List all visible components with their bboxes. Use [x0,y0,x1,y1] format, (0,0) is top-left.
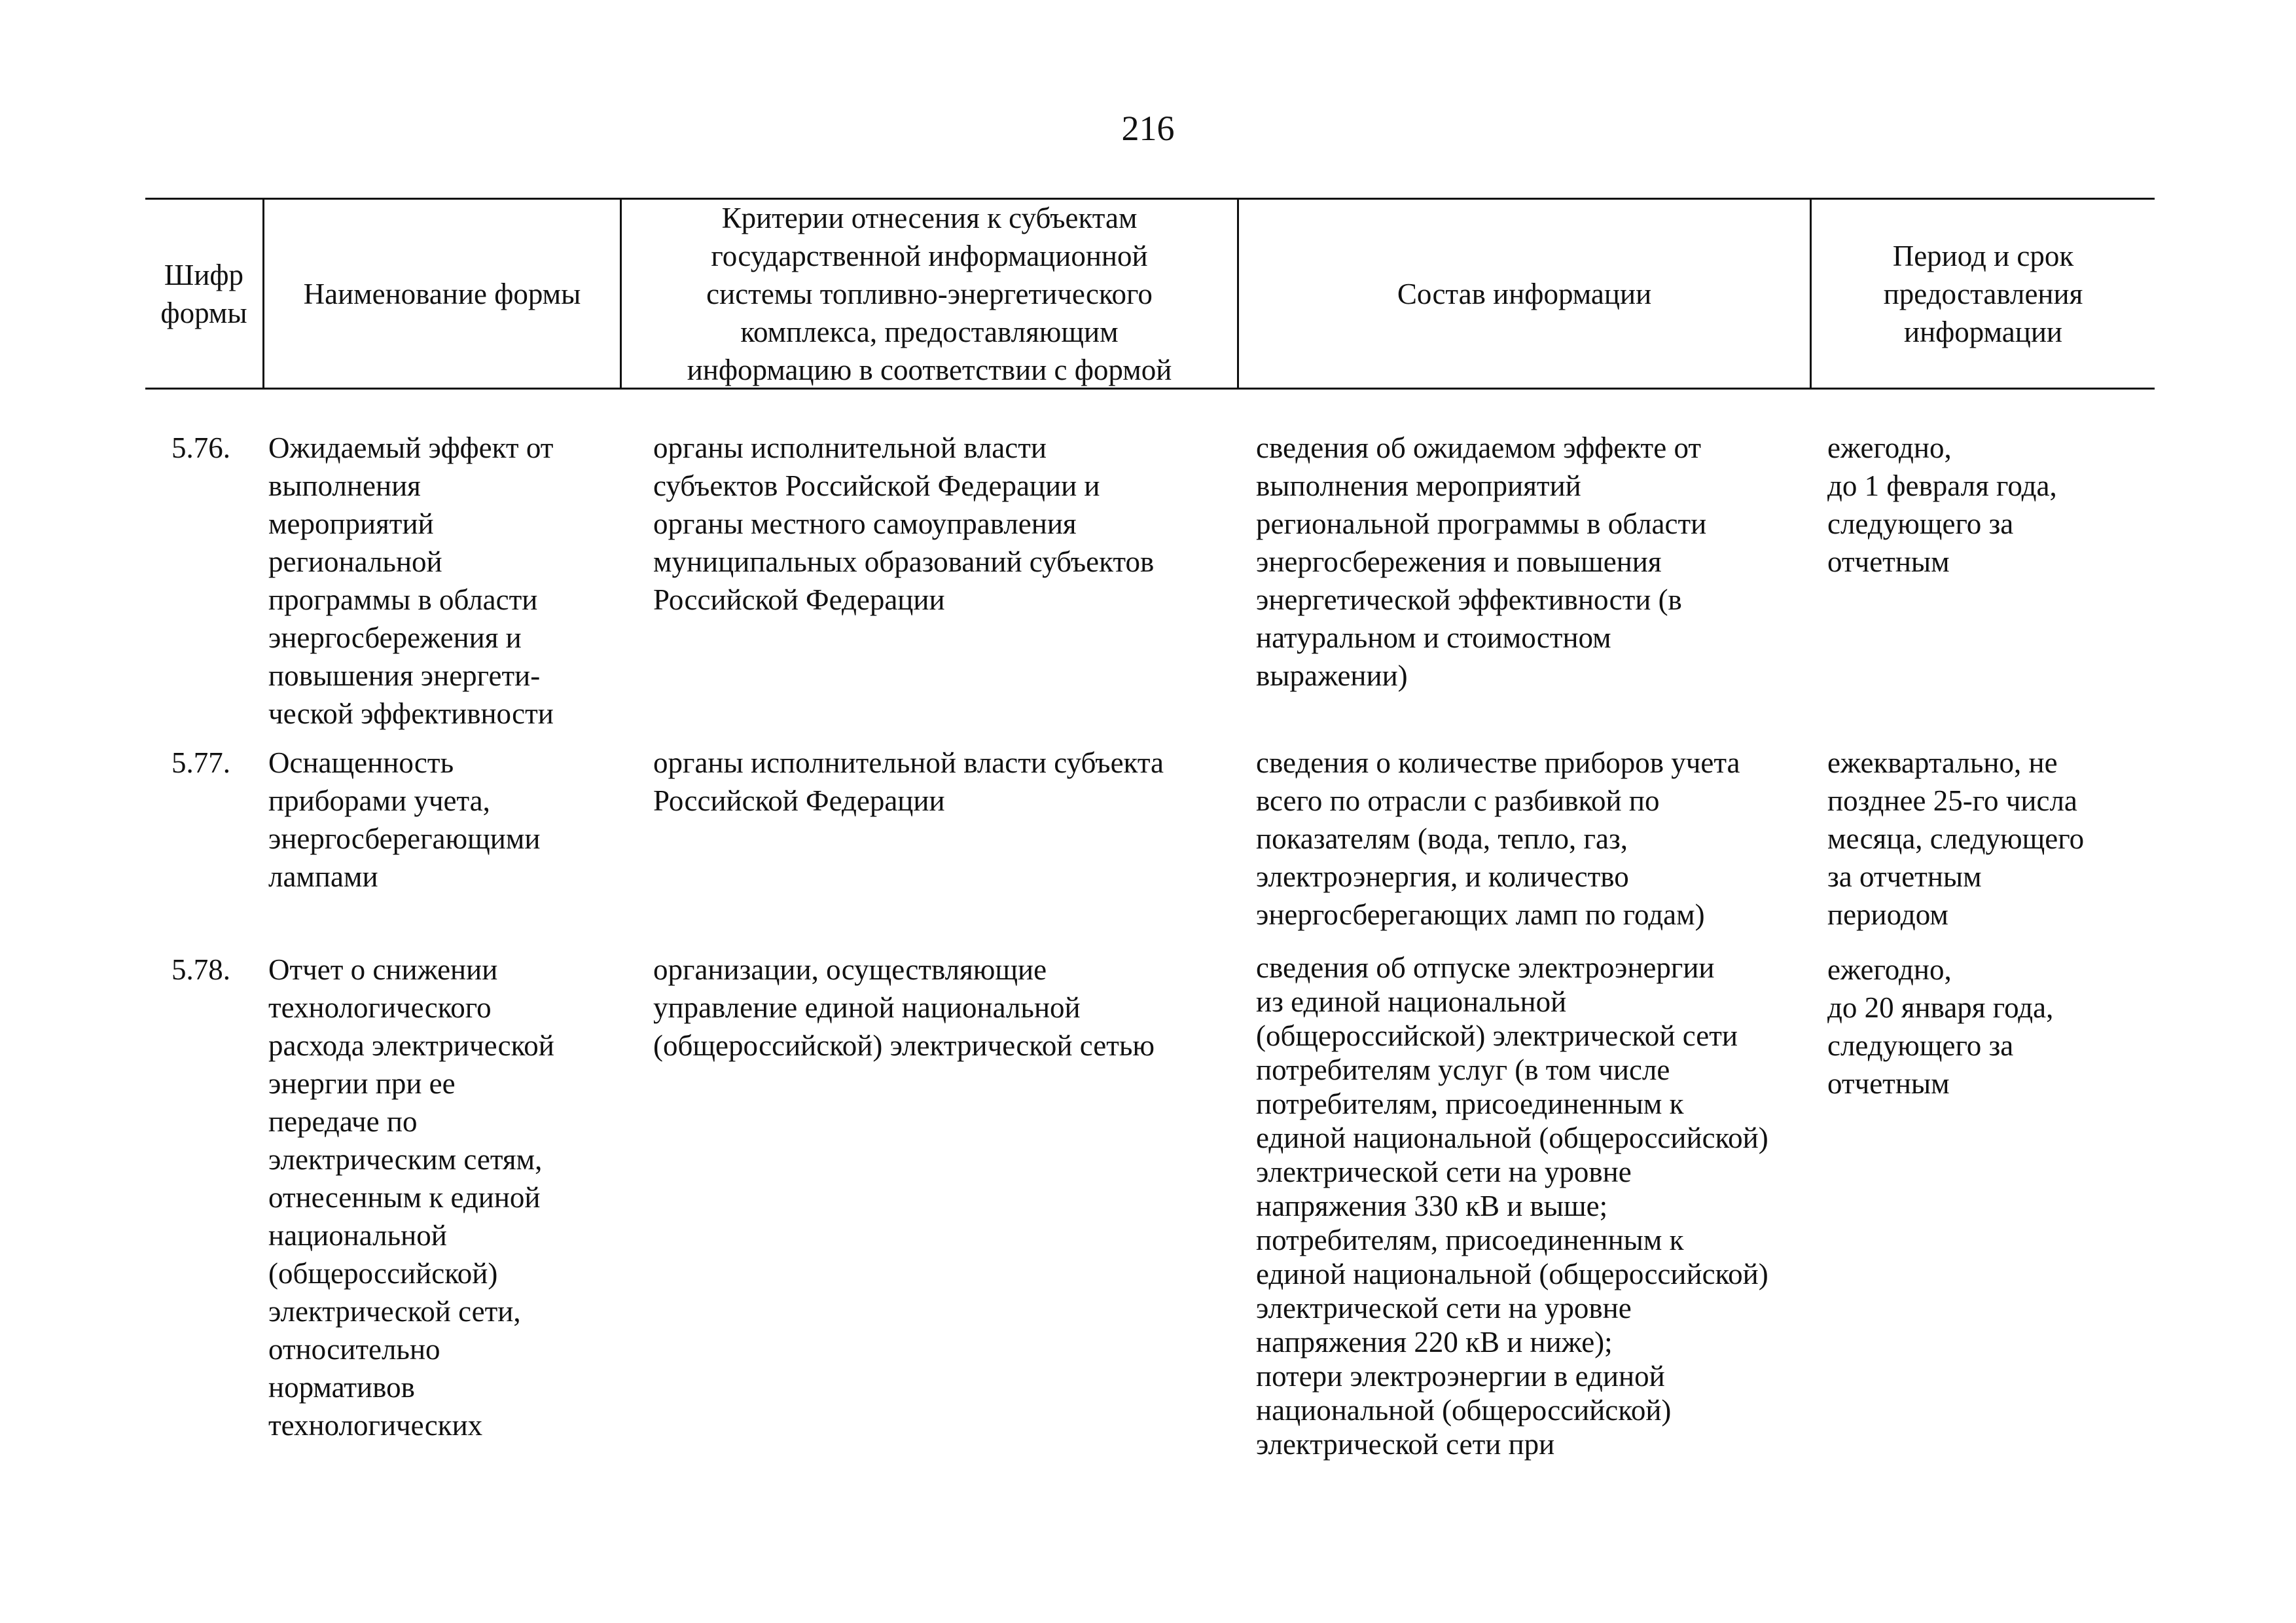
header-info [1239,200,1812,388]
header-criteria-text: Критерии отнесения к субъектам государственной информационной системы топливно-энергетического комплекса, предоставляющим информацию в соответствии с формой [687,201,1172,386]
row-name: Ожидаемый эффект от выполнения мероприятий региональной программы в области энергосбережения и повышения энергети- ческой эффективности [268,431,554,730]
header-code [145,200,264,388]
row-code: 5.76. [171,431,230,464]
header-period-text: Период и срок предоставления информации [1883,239,2083,348]
row-name: Отчет о снижении технологического расхода электрической энергии при ее передаче по электрическим сетям, отнесенным к единой национальной (общероссийской) электрической сети, относительно нормативов технологических [268,953,554,1442]
row-criteria: органы исполнительной власти субъектов Российской Федерации и органы местного самоуправления муниципальных образований субъектов Российской Федерации [653,431,1155,616]
row-code: 5.77. [171,746,230,779]
header-period [1812,200,2155,388]
table-row [145,951,2155,1461]
row-period: ежеквартально, не позднее 25-го числа месяца, следующего за отчетным периодом [1827,746,2085,931]
row-info: сведения об ожидаемом эффекте от выполнения мероприятий региональной программы в области энергосбережения и повышения энергетической эффективности (в натуральном и стоимостном выражении) [1256,431,1707,692]
row-info: сведения о количестве приборов учета всего по отрасли с разбивкой по показателям (вода, тепло, газ, электроэнергия, и количество энергосберегающих ламп по годам) [1256,746,1740,931]
header-criteria [622,200,1239,388]
page-number: 216 [1121,109,1175,148]
header-info-text: Состав информации [1397,277,1652,310]
row-name: Оснащенность приборами учета, энергосберегающими лампами [268,746,541,893]
row-info: сведения об отпуске электроэнергии из единой национальной (общероссийской) электрической сети потребителям услуг (в том числе потребителям, присоединенным к единой национальной (общероссийской) электрической сети на уровне напряжения 330 кВ и выше; потребителям, присоединенным к единой национальной (общероссийской) электрической сети на уровне напряжения 220 кВ и ниже); потери электроэнергии в единой национальной (общероссийской) электрической сети при [1256,951,1768,1461]
row-period: ежегодно, до 20 января года, следующего за отчетным [1827,953,2054,1100]
header-name [264,200,622,388]
row-code: 5.78. [171,953,230,986]
header-name-text: Наименование формы [303,277,581,310]
table-header [145,198,2155,390]
row-period: ежегодно, до 1 февраля года, следующего за отчетным [1827,431,2057,578]
row-criteria: организации, осуществляющие управление единой национальной (общероссийской) электрической сетью [653,953,1155,1062]
table-row [145,429,2155,733]
table-row [145,744,2155,934]
header-code-text: Шифр формы [160,258,247,329]
row-criteria: органы исполнительной власти субъекта Российской Федерации [653,746,1164,817]
